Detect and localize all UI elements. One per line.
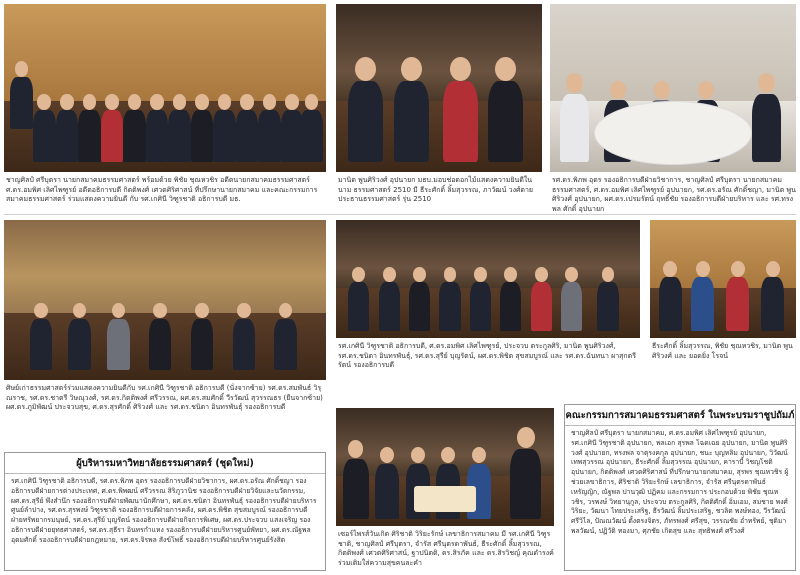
executives-box-text: รศ.เกศินี วิฑูรชาติ อธิการบดี, รศ.ดร.พิภพ อุดร รองอธิการบดีฝ่ายวิชาการ, ผศ.ดร.อรัณ ศักดิ์ชญา รองอธิการบดีฝ่ายการต่างประเทศ, ศ.ดร.พิพฒน์ ศรีวรรณ สิริภูวานิช รองอธิการบดีฝ่ายวิจัยและนวัตกรรม, ผศ.ดร.สุรีย์ พึงสำนึก รองอธิการบดีฝ่ายพัฒนานักศึกษา, ผศ.ดร.ชนิตา อินทรพันธุ์ รองอธิการบดีฝ่ายบริหารศูนย์ลำปาง, รศ.ดร.สุรพงษ์ วิฑูรชาติ รองอธิการบดีฝ่ายการคลัง, ผศ.ดร.พิชิต สุขสมบูรณ์ รองอธิการบดีฝ่ายทรัพยากรมนุษย์, รศ.ดร.สุรีย์ บุญรัตน์ รองอธิการบดีฝ่ายกิจการพิเศษ, ผศ.ดร.ประจวบ แสงเจริญ รองอธิการบดีฝ่ายยุทธศาสตร์, รศ.ดร.สุธีรา อินทรกำแหง รองอธิการบดีฝ่ายบริหารศูนย์พัทยา, ผศ.ดร.ณัฐพล อุดมศักดิ์ รองอธิการบดีฝ่ายกฎหมาย, รศ.ดร.จิรพล สังข์โพธิ์ รองอธิการบดีฝ่ายบริหารศูนย์รังสิต xyxy=(11,477,317,544)
executives-box xyxy=(4,452,326,571)
horizontal-divider xyxy=(4,214,796,215)
photo-birthday-cake xyxy=(336,408,554,526)
caption-photo-4: ศิษย์เก่าธรรมศาสตร์ร่วมแสดงความยินดีกับ รศ.เกศินี วิฑูรชาติ อธิการบดี (นั่งจากซ้าย) รศ.ดร.สมพันธ์ วิรุณราช, รศ.ดร.ชาตรี วิษณุวงศ์, รศ.ดร.กิตติพงศ์ ศรีวรรณ, ผศ.ดร.สมศักดิ์ วีรวัฒน์ สุวรรณธร (ยืนจากซ้าย) ผศ.ดร.ภูมิพัฒน์ ประจวบสุข, ศ.ดร.สุรศักดิ์ ศิริวงศ์ และ รศ.ดร.ชนิตา อินทรพันธุ์ รองอธิการบดี xyxy=(6,384,323,412)
committee-box-title: คณะกรรมการสมาคมธรรมศาสตร์ ในพระบรมราชูปถัมภ์ xyxy=(565,405,795,426)
photo-small-group xyxy=(650,220,796,338)
caption-photo-6: ธีระศักดิ์ ลิ้มสุวรรณ, พิชัย ชุณหวชิร, มานิต พูนศิริวงศ์ และ ยอดยิ่ง โรจน์ xyxy=(652,342,793,360)
executives-box-title: ผู้บริหารมหาวิทยาลัยธรรมศาสตร์ (ชุดใหม่) xyxy=(5,453,325,474)
caption-photo-2: มานิต พูนศิริวงศ์ อุปนายก มธบ.มอบช่อดอกไม้แสดงความยินดีในนาม ธรรมศาสตร์ 2510 มี ธีระศักดิ์ ลิ้มสุวรรณ, ภาวัฒน์ วงศ์ตาย ประธานธรรมศาสตร์ รุ่น 2510 xyxy=(338,176,534,204)
caption-photo-7: เซอร์ไพรส์วันเกิด ศิริชาติ วิริยะรักษ์ เลขาธิการสมาคม มี รศ.เกศินี วิฑูรชาติ, ชาญศิลป์ ศรีบุตรา, จำรัส ศรีนุตรดาพันธ์, ธีระศักดิ์ ลิ้มสุวรรณ, กิตติพงศ์ เศวตศิริศาสน์, ฐาปนิตติ, ดร.สิรภัค และ ดร.สิรวิชญ์ คุณดำรงค์ ร่วมเติมใส่ความสุขคนละคำ xyxy=(338,530,554,567)
photo-standing-group xyxy=(336,220,640,338)
photo-group-congratulation xyxy=(4,4,326,172)
committee-box xyxy=(564,404,796,571)
photo-dinner-table xyxy=(550,4,796,172)
photo-flower-presentation xyxy=(336,4,542,172)
photo-seated-group xyxy=(4,220,326,380)
caption-photo-3: รศ.ดร.พิภพ อุดร รองอธิการบดีฝ่ายวิชาการ, ชาญศิลป์ ศรีบุตรา นายกสมาคมธรรมศาสตร์, ศ.ดร.อมพิศ เลิศไพฑูรย์ อุปนายก, รศ.ดร.อรัณ ศักดิ์ชญา, มานิต พูนศิริวงศ์ อุปนายก, ผศ.ดร.เปรมรัตน์ ฤทธิ์ชัย รองอธิการบดีฝ่ายบริหาร และ รศ.ทรงพล ศักดิ์ อุปนายก xyxy=(552,176,796,213)
caption-photo-5: รศ.เกศินี วิฑูรชาติ อธิการบดี, ศ.ดร.อมพิศ เลิศไพฑูรย์, ประจวบ ตระกูลศิริ, มานิต พูนศิริวงศ์, รศ.ดร.ชนิตา อินทรพันธุ์, รศ.ดร.สุรีย์ บุญรัตน์, ผศ.ดร.พิชิต สุขสมบูรณ์ และ รศ.ดร.ฉันทนา ผาสุกตรีรัตน์ รองอธิการบดี xyxy=(338,342,636,370)
committee-box-text: ชาญศิลป์ ศรีบุตรา นายกสมาคม, ศ.ดร.อมพิศ เลิศไพฑูรย์ อุปนายก, รศ.เกศินี วิฑูรชาติ อุปนายก, พลเอก สุรพล โฉดเฉย อุปนายก, มานิต พูนศิริวงศ์ อุปนายก, ทรงพล จาตุรงคกุล อุปนายก, ชนะ บุญหลิม อุปนายก, วิวัฒน์ เทพสุวรรณ อุปนายก, ธีระศักดิ์ ลิ้มสุวรรณ อุปนายก, คาราบี้ วิชญโชติ อุปนายก, กิตติพงศ์ เศวตศิริศาสน์ ที่ปรึกษานายกสมาคม, สุรพร ชุณหวชิร ผู้ช่วยเลขาธิการ, ศิริชาติ วิริยะรักษ์ เลขาธิการ, จำรัส ศรีนุตรดาพันธ์ เหรัญญิก, ณัฐพล ปานวุฒิ ปฏิคม และกรรมการ ประกอบด้วย พิชัย ชุณหวชิร, วรพงษ์ วิทยานุกูล, ประจวบ ตระกูลศิริ, กิตติศักดิ์ อิ่มเอม, สมชาย พงศ์วิริยะ, วัฒนา ไทยประเสริฐ, ธีรวัฒน์ ลิ้มประเสริฐ, ชวลิต พงษ์ทอง, วีรวัฒน์ ศรีวิไล, ปัณณวัฒน์ ตั้งตรงจิตร, ภัทรพงศ์ ศรีสุข, วรรณชัย อ่ำทรัพย์, ชุติมา พลวัฒน์, ปฏิวัติ ทองมา, ศุภชัย เกิดสุข และ สุทธิพงศ์ ศรีวงศ์ xyxy=(571,429,789,535)
caption-photo-1: ชาญศิลป์ ศรีบุตรา นายกสมาคมธรรมศาสตร์ พร้อมด้วย พิชัย ชุณหวชิร อดีตนายกสมาคมธรรมศาสตร์ ศ.ดร.อมพิศ เลิศไพฑูรย์ อดีตอธิการบดี กิตติพงศ์ เศวตศิริศาสน์ ที่ปรึกษานายกสมาคม และคณะกรรมการสมาคมธรรมศาสตร์ ร่วมแสดงความยินดี กับ รศ.เกศินี วิฑูรชาติ อธิการบดี มธ. xyxy=(6,176,318,204)
